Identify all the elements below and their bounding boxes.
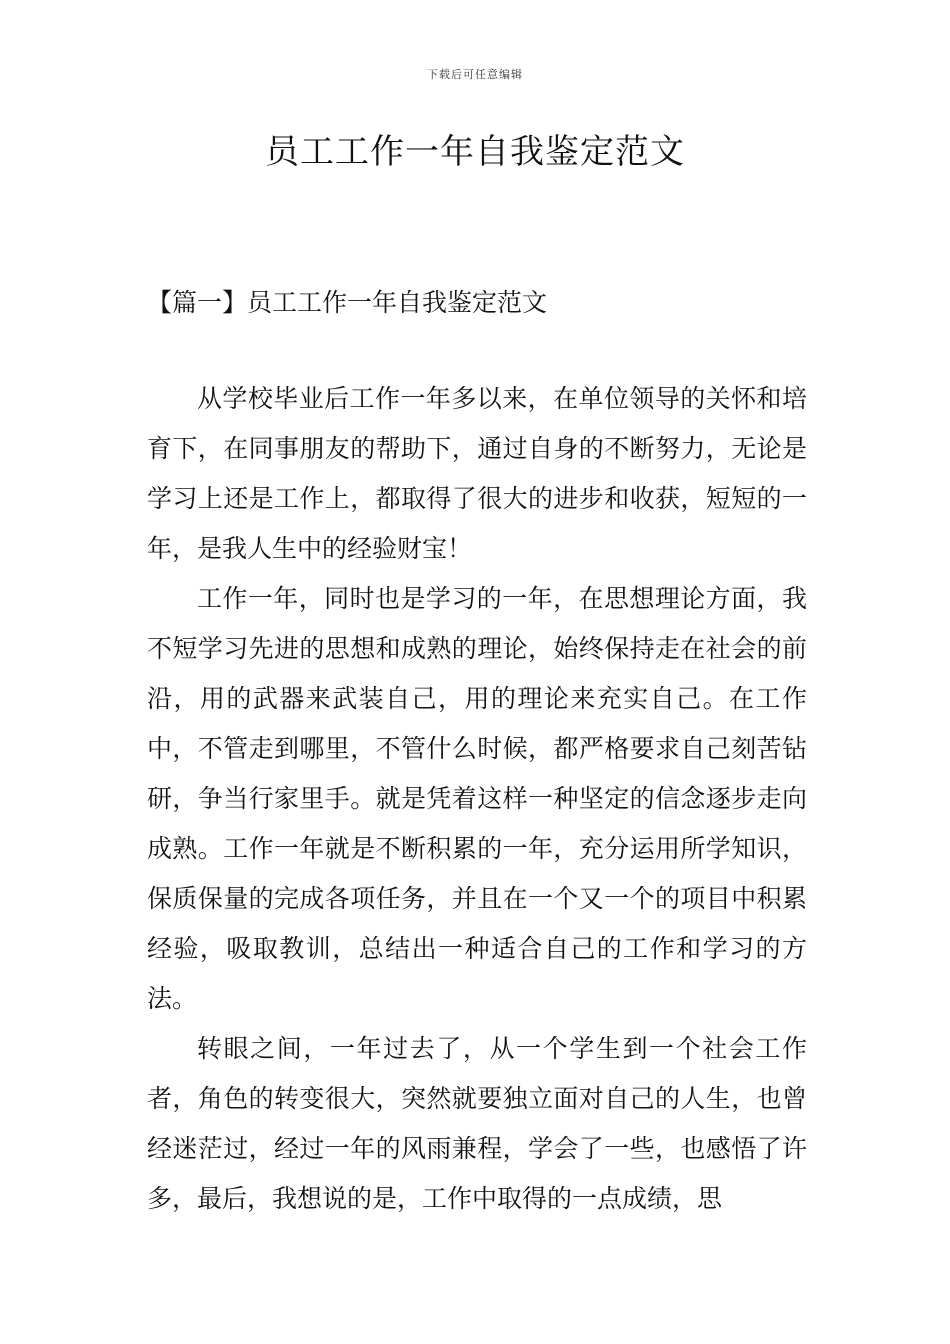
paragraph: 工作一年，同时也是学习的一年，在思想理论方面，我不短学习先进的思想和成熟的理论，始终保持走在社会的前沿，用的武器来武装自己，用的理论来充实自己。在工作中，不管走到哪里，不管什么时候，都严格要求自己刻苦钻研，争当行家里手。就是凭着这样一种坚定的信念逐步走向成熟。工作一年就是不断积累的一年，充分运用所学知识，保质保量的完成各项任务，并且在一个又一个的项目中积累经验，吸取教训，总结出一种适合自己的工作和学习的方法。 <box>147 584 807 1013</box>
document-body <box>147 374 807 1224</box>
header-note: 下载后可任意编辑 <box>427 68 523 81</box>
document-title: 员工工作一年自我鉴定范文 <box>265 132 685 172</box>
section-heading: 【篇一】员工工作一年自我鉴定范文 <box>147 288 548 317</box>
paragraph: 转眼之间，一年过去了，从一个学生到一个社会工作者，角色的转变很大，突然就要独立面对自己的人生，也曾经迷茫过，经过一年的风雨兼程，学会了一些，也感悟了许多，最后，我想说的是，工作中取得的一点成绩，思 <box>147 1034 807 1213</box>
paragraph: 从学校毕业后工作一年多以来，在单位领导的关怀和培育下，在同事朋友的帮助下，通过自身的不断努力，无论是学习上还是工作上，都取得了很大的进步和收获，短短的一年，是我人生中的经验财宝！ <box>147 384 807 563</box>
